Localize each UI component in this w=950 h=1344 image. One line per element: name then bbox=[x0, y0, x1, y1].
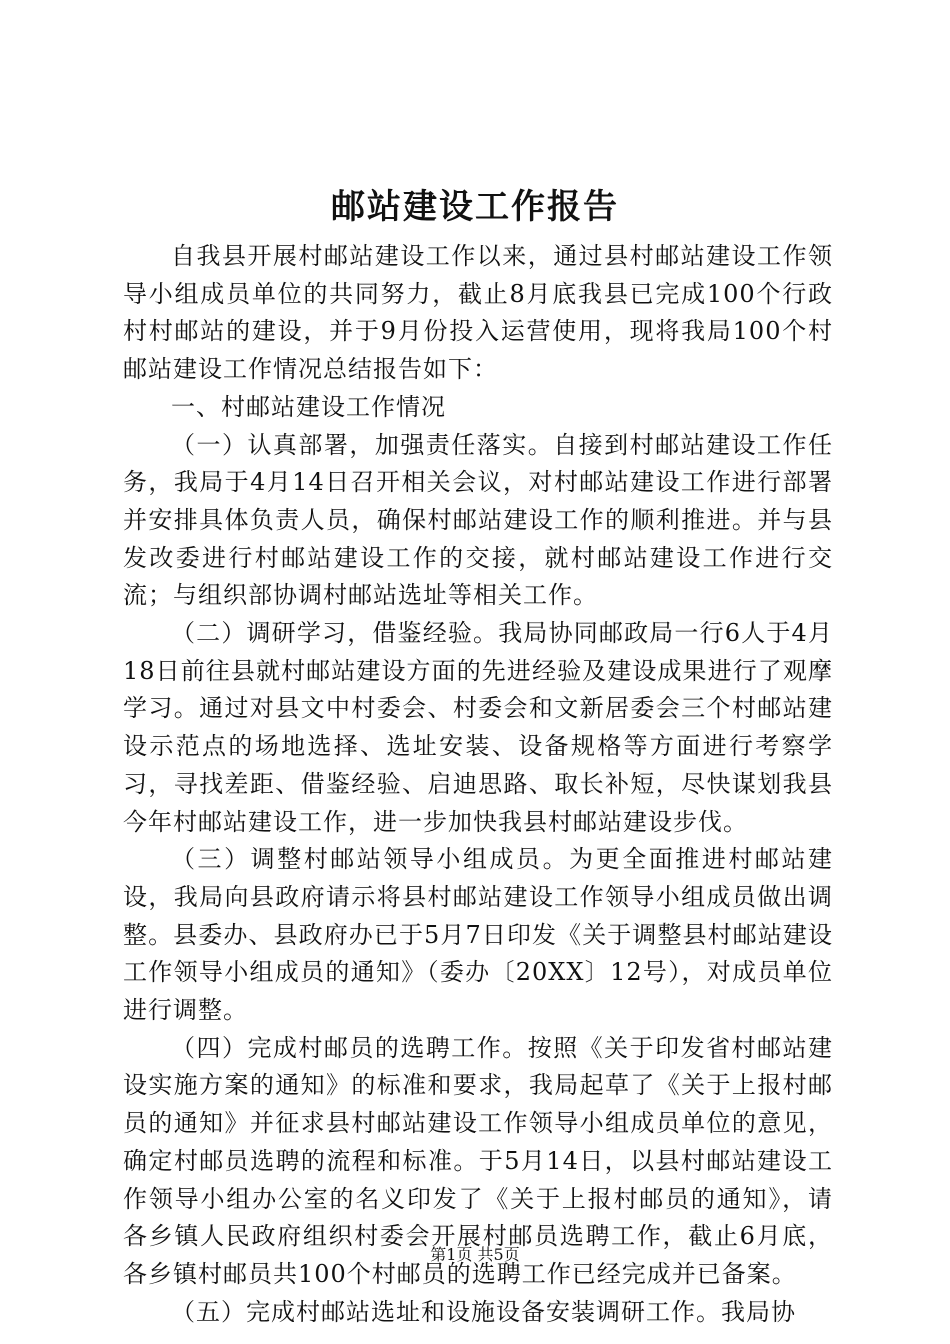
paragraph-item-5: （五）完成村邮站选址和设施设备安装调研工作。我局协 bbox=[171, 1297, 796, 1326]
document-title: 邮站建设工作报告 bbox=[331, 187, 619, 227]
paragraph-item-1: （一）认真部署，加强责任落实。自接到村邮站建设工作任务，我局于4月14日召开相关会议，对村邮站建设工作进行部署并安排具体负责人员，确保村邮站建设工作的顺利推进。并与县发改委进行村邮站建设工作的交接，就村邮站建设工作进行交流；与组织部协调村邮站选址等相关工作。 bbox=[123, 430, 833, 610]
paragraph-item-3: （三）调整村邮站领导小组成员。为更全面推进村邮站建设，我局向县政府请示将县村邮站建设工作领导小组成员做出调整。县委办、县政府办已于5月7日印发《关于调整县村邮站建设工作领导小组成员的通知》（委办〔20XX〕12号），对成员单位进行调整。 bbox=[123, 845, 833, 1025]
document-body bbox=[123, 238, 833, 1331]
page-footer: 第1页 共5页 bbox=[430, 1245, 520, 1264]
intro-paragraph: 自我县开展村邮站建设工作以来，通过县村邮站建设工作领导小组成员单位的共同努力，截止8月底我县已完成100个行政村村邮站的建设，并于9月份投入运营使用，现将我局100个村邮站建设工作情况总结报告如下： bbox=[123, 242, 833, 384]
section-heading: 一、村邮站建设工作情况 bbox=[171, 392, 446, 421]
paragraph-item-2: （二）调研学习，借鉴经验。我局协同邮政局一行6人于4月18日前往县就村邮站建设方面的先进经验及建设成果进行了观摩学习。通过对县文中村委会、村委会和文新居委会三个村邮站建设示范点的场地选择、选址安装、设备规格等方面进行考察学习，寻找差距、借鉴经验、启迪思路、取长补短，尽快谋划我县今年村邮站建设工作，进一步加快我县村邮站建设步伐。 bbox=[123, 619, 833, 836]
paragraph-item-4: （四）完成村邮员的选聘工作。按照《关于印发省村邮站建设实施方案的通知》的标准和要求，我局起草了《关于上报村邮员的通知》并征求县村邮站建设工作领导小组成员单位的意见，确定村邮员选聘的流程和标准。于5月14日，以县村邮站建设工作领导小组办公室的名义印发了《关于上报村邮员的通知》，请各乡镇人民政府组织村委会开展村邮员选聘工作，截止6月底，各乡镇村邮员共100个村邮员的选聘工作已经完成并已备案。 bbox=[123, 1033, 833, 1288]
